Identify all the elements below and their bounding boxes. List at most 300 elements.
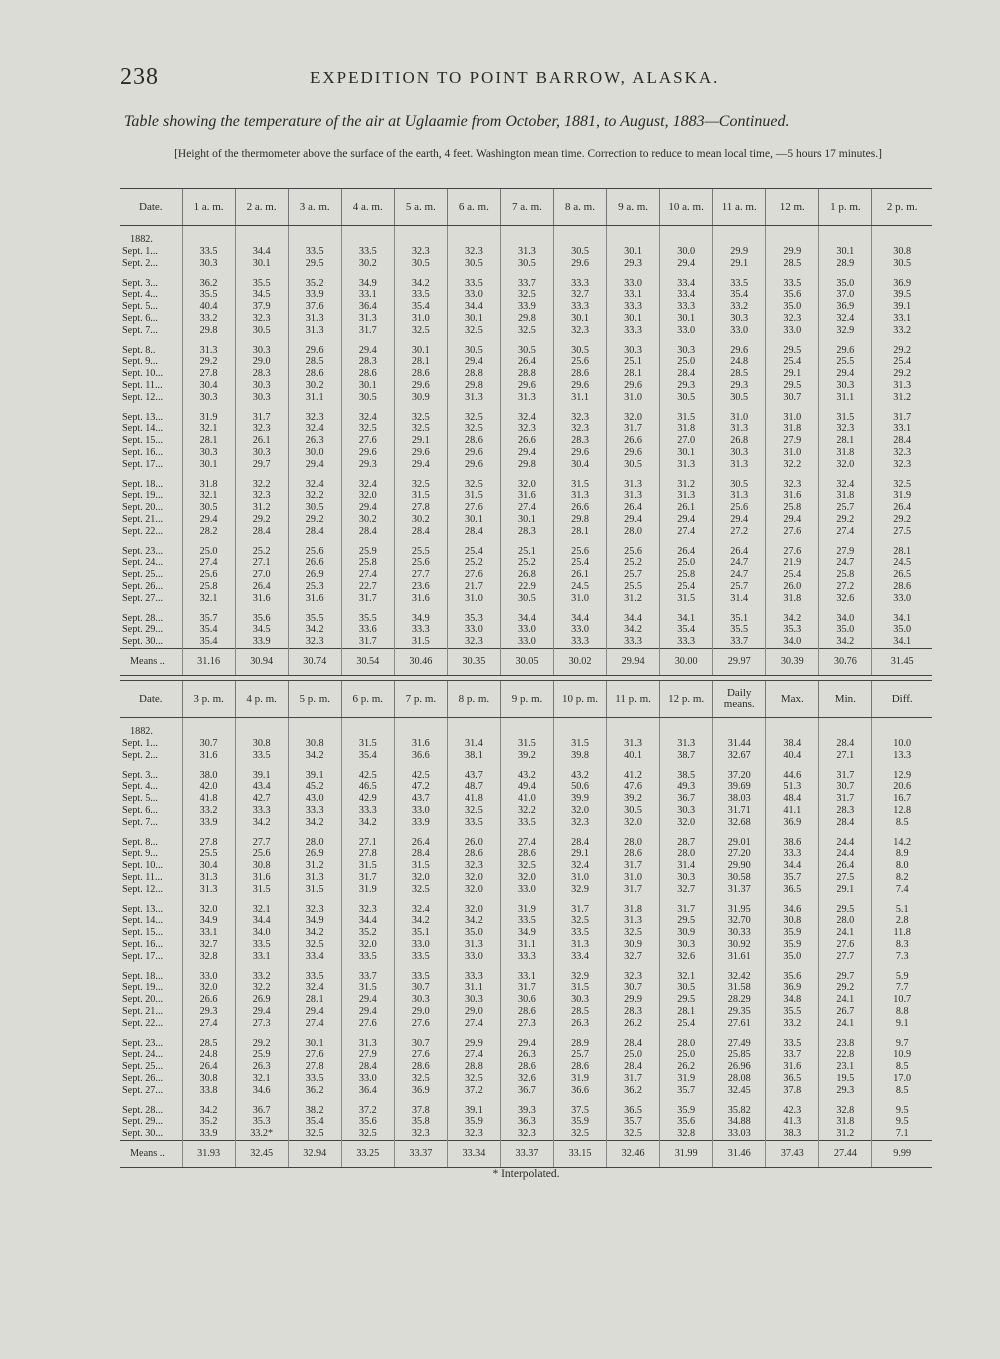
temperature-table-am (120, 188, 932, 676)
table-row (120, 557, 932, 569)
date-cell: Sept. 12... (122, 391, 164, 403)
means-value: 30.94 (235, 648, 288, 675)
value-cell: 31.3 (607, 915, 660, 927)
value-cell: 30.5 (554, 246, 607, 258)
value-cell: 29.3 (713, 380, 766, 392)
table-row (120, 636, 932, 648)
value-cell: 30.3 (660, 345, 713, 357)
column-header: 1 a. m. (182, 189, 235, 226)
date-cell: Sept. 7... (122, 324, 158, 336)
value-cell: 29.2 (235, 1038, 288, 1050)
value-cell: 32.4 (500, 412, 553, 424)
value-cell: 32.3 (447, 1128, 500, 1140)
value-cell: 34.2 (819, 636, 872, 648)
value-cell: 10.9 (872, 1049, 932, 1061)
value-cell: 29.4 (819, 368, 872, 380)
value-cell: 30.2 (341, 258, 394, 270)
table-row (120, 581, 932, 593)
value-cell: 35.2 (341, 927, 394, 939)
value-cell: 28.08 (713, 1073, 766, 1085)
empty-cell (394, 605, 447, 613)
column-header: 9 a. m. (607, 189, 660, 226)
value-cell: 25.0 (182, 546, 235, 558)
empty-cell (872, 829, 932, 837)
table-row (120, 459, 932, 471)
value-cell: 30.0 (660, 246, 713, 258)
value-cell: 27.8 (288, 1061, 341, 1073)
empty-cell (288, 896, 341, 904)
value-cell: 29.6 (500, 380, 553, 392)
value-cell: 28.2 (182, 526, 235, 538)
value-cell: 29.6 (554, 380, 607, 392)
value-cell: 33.5 (341, 951, 394, 963)
value-cell: 37.0 (819, 289, 872, 301)
table-row (120, 546, 932, 558)
value-cell: 14.2 (872, 837, 932, 849)
empty-cell (819, 718, 872, 739)
value-cell: 26.3 (554, 1018, 607, 1030)
value-cell: 27.9 (819, 546, 872, 558)
value-cell: 36.9 (766, 817, 819, 829)
empty-cell (554, 762, 607, 770)
value-cell: 28.0 (660, 848, 713, 860)
value-cell: 7.3 (872, 951, 932, 963)
value-cell: 31.3 (713, 423, 766, 435)
empty-cell (235, 1030, 288, 1038)
empty-cell (819, 226, 872, 247)
value-cell: 34.0 (235, 927, 288, 939)
value-cell: 25.2 (235, 546, 288, 558)
value-cell: 30.9 (394, 392, 447, 404)
value-cell: 30.3 (235, 345, 288, 357)
empty-cell (182, 605, 235, 613)
column-header: 9 p. m. (500, 681, 553, 718)
value-cell: 33.1 (872, 423, 932, 435)
value-cell: 33.0 (341, 1073, 394, 1085)
value-cell: 28.5 (288, 356, 341, 368)
value-cell: 31.9 (872, 490, 932, 502)
value-cell: 25.7 (554, 1049, 607, 1061)
empty-cell (235, 226, 288, 247)
group-spacer (120, 829, 932, 837)
value-cell: 34.0 (819, 613, 872, 625)
date-cell: Sept. 16... (122, 446, 164, 458)
value-cell: 30.1 (660, 313, 713, 325)
value-cell: 33.5 (341, 246, 394, 258)
value-cell: 29.8 (182, 325, 235, 337)
value-cell: 32.68 (713, 817, 766, 829)
value-cell: 29.3 (819, 1085, 872, 1097)
value-cell: 38.4 (766, 738, 819, 750)
value-cell: 34.0 (766, 636, 819, 648)
empty-cell (554, 963, 607, 971)
value-cell: 26.4 (500, 356, 553, 368)
empty-cell (288, 963, 341, 971)
group-spacer (120, 1030, 932, 1038)
value-cell: 28.0 (288, 837, 341, 849)
means-value: 31.16 (182, 648, 235, 675)
empty-cell (500, 896, 553, 904)
empty-cell (660, 1030, 713, 1038)
value-cell: 31.3 (500, 246, 553, 258)
value-cell: 33.2 (182, 805, 235, 817)
value-cell: 27.9 (766, 435, 819, 447)
value-cell: 28.5 (713, 368, 766, 380)
value-cell: 30.2 (288, 380, 341, 392)
value-cell: 32.3 (554, 423, 607, 435)
value-cell: 39.1 (447, 1105, 500, 1117)
means-value: 30.76 (819, 648, 872, 675)
value-cell: 25.85 (713, 1049, 766, 1061)
value-cell: 29.4 (500, 1038, 553, 1050)
value-cell: 36.5 (607, 1105, 660, 1117)
value-cell: 33.9 (182, 817, 235, 829)
table-row (120, 613, 932, 625)
empty-cell (607, 1097, 660, 1105)
empty-cell (341, 829, 394, 837)
value-cell: 32.5 (447, 1073, 500, 1085)
empty-cell (235, 829, 288, 837)
column-header: 11 a. m. (713, 189, 766, 226)
value-cell: 32.5 (288, 1128, 341, 1140)
value-cell: 34.4 (554, 613, 607, 625)
empty-cell (713, 896, 766, 904)
empty-cell (235, 471, 288, 479)
value-cell: 41.3 (766, 1116, 819, 1128)
value-cell: 29.9 (447, 1038, 500, 1050)
value-cell: 36.6 (554, 1085, 607, 1097)
empty-cell (394, 762, 447, 770)
empty-cell (554, 270, 607, 278)
value-cell: 28.4 (872, 435, 932, 447)
value-cell: 26.2 (607, 1018, 660, 1030)
value-cell: 31.3 (607, 490, 660, 502)
empty-cell (713, 762, 766, 770)
empty-cell (394, 1030, 447, 1038)
empty-cell (341, 1097, 394, 1105)
value-cell: 27.6 (394, 1049, 447, 1061)
value-cell: 34.2 (182, 1105, 235, 1117)
value-cell: 30.4 (554, 459, 607, 471)
value-cell: 30.5 (554, 345, 607, 357)
column-header: 4 p. m. (235, 681, 288, 718)
value-cell: 31.61 (713, 951, 766, 963)
group-spacer (120, 471, 932, 479)
value-cell: 33.0 (500, 624, 553, 636)
value-cell: 32.0 (341, 939, 394, 951)
column-header: 7 a. m. (500, 189, 553, 226)
means-value: 33.37 (394, 1140, 447, 1167)
column-header: 3 p. m. (182, 681, 235, 718)
value-cell: 33.0 (872, 593, 932, 605)
value-cell: 25.4 (447, 546, 500, 558)
table-row (120, 423, 932, 435)
date-cell: Sept. 13... (122, 411, 164, 423)
value-cell: 31.1 (554, 392, 607, 404)
value-cell: 35.5 (713, 624, 766, 636)
value-cell: 26.4 (607, 502, 660, 514)
value-cell: 31.3 (500, 392, 553, 404)
column-header: Min. (819, 681, 872, 718)
value-cell: 29.4 (341, 502, 394, 514)
value-cell: 32.0 (607, 817, 660, 829)
table-row (120, 1038, 932, 1050)
empty-cell (713, 538, 766, 546)
table-row (120, 435, 932, 447)
value-cell: 28.0 (607, 837, 660, 849)
value-cell: 29.6 (341, 447, 394, 459)
empty-cell (660, 226, 713, 247)
means-value: 29.97 (713, 648, 766, 675)
value-cell: 25.2 (607, 557, 660, 569)
value-cell: 33.3 (660, 636, 713, 648)
value-cell: 29.4 (766, 514, 819, 526)
value-cell: 26.4 (182, 1061, 235, 1073)
empty-cell (341, 1030, 394, 1038)
value-cell: 40.1 (607, 750, 660, 762)
value-cell: 27.6 (766, 546, 819, 558)
value-cell: 30.3 (235, 447, 288, 459)
value-cell: 41.1 (766, 805, 819, 817)
value-cell: 28.4 (394, 526, 447, 538)
value-cell: 31.5 (554, 479, 607, 491)
value-cell: 26.4 (819, 860, 872, 872)
value-cell: 31.3 (660, 490, 713, 502)
year-label: 1882. (130, 234, 153, 246)
value-cell: 28.8 (447, 368, 500, 380)
value-cell: 33.3 (766, 848, 819, 860)
value-cell: 36.9 (766, 982, 819, 994)
value-cell: 31.7 (341, 872, 394, 884)
value-cell: 37.2 (341, 1105, 394, 1117)
value-cell: 32.3 (766, 313, 819, 325)
empty-cell (766, 829, 819, 837)
column-header: 5 p. m. (288, 681, 341, 718)
value-cell: 11.8 (872, 927, 932, 939)
value-cell: 29.4 (500, 447, 553, 459)
value-cell: 30.9 (607, 939, 660, 951)
date-cell: Sept. 8.. (122, 344, 156, 356)
table-row (120, 1105, 932, 1117)
value-cell: 32.9 (554, 884, 607, 896)
value-cell: 20.6 (872, 781, 932, 793)
means-value: 30.02 (554, 648, 607, 675)
value-cell: 40.4 (182, 301, 235, 313)
value-cell: 34.6 (766, 904, 819, 916)
date-cell: Sept. 25... (122, 1061, 164, 1073)
value-cell: 31.0 (766, 412, 819, 424)
value-cell: 29.6 (394, 380, 447, 392)
value-cell: 22.9 (500, 581, 553, 593)
value-cell: 30.5 (713, 392, 766, 404)
column-header: 10 p. m. (554, 681, 607, 718)
empty-cell (235, 605, 288, 613)
empty-cell (447, 896, 500, 904)
value-cell: 35.4 (341, 750, 394, 762)
value-cell: 24.1 (819, 927, 872, 939)
value-cell: 31.8 (607, 904, 660, 916)
empty-cell (447, 1097, 500, 1105)
value-cell: 31.3 (288, 313, 341, 325)
value-cell: 28.5 (554, 1006, 607, 1018)
value-cell: 36.7 (235, 1105, 288, 1117)
value-cell: 36.6 (394, 750, 447, 762)
empty-cell (182, 226, 235, 247)
value-cell: 25.0 (660, 557, 713, 569)
value-cell: 32.45 (713, 1085, 766, 1097)
value-cell: 29.2 (872, 514, 932, 526)
value-cell: 32.1 (182, 423, 235, 435)
value-cell: 33.5 (500, 915, 553, 927)
value-cell: 30.5 (288, 502, 341, 514)
value-cell: 47.6 (607, 781, 660, 793)
value-cell: 35.4 (394, 301, 447, 313)
value-cell: 30.7 (607, 982, 660, 994)
value-cell: 35.6 (660, 1116, 713, 1128)
value-cell: 32.3 (235, 313, 288, 325)
value-cell: 24.5 (872, 557, 932, 569)
value-cell: 29.5 (288, 258, 341, 270)
value-cell: 33.3 (554, 301, 607, 313)
date-cell: Sept. 13... (122, 903, 164, 915)
value-cell: 33.9 (500, 301, 553, 313)
date-cell: Sept. 10... (122, 860, 164, 872)
value-cell: 30.5 (500, 593, 553, 605)
value-cell: 34.2 (288, 927, 341, 939)
value-cell: 26.4 (660, 546, 713, 558)
value-cell: 26.5 (872, 569, 932, 581)
value-cell: 29.4 (394, 459, 447, 471)
empty-cell (182, 471, 235, 479)
value-cell: 28.4 (554, 837, 607, 849)
means-label: Means .. (120, 1140, 182, 1167)
empty-cell (713, 404, 766, 412)
value-cell: 26.4 (235, 581, 288, 593)
empty-cell (235, 337, 288, 345)
empty-cell (341, 762, 394, 770)
value-cell: 27.3 (235, 1018, 288, 1030)
value-cell: 48.7 (447, 781, 500, 793)
empty-cell (120, 538, 182, 546)
value-cell: 28.3 (819, 805, 872, 817)
value-cell: 28.1 (554, 526, 607, 538)
empty-cell (394, 718, 447, 739)
value-cell: 24.4 (819, 837, 872, 849)
value-cell: 26.6 (288, 557, 341, 569)
value-cell: 24.7 (713, 557, 766, 569)
value-cell: 32.5 (394, 479, 447, 491)
table-row (120, 1073, 932, 1085)
value-cell: 28.1 (288, 994, 341, 1006)
table-row (120, 1061, 932, 1073)
empty-cell (766, 471, 819, 479)
value-cell: 33.3 (341, 805, 394, 817)
empty-cell (607, 226, 660, 247)
date-cell: Sept. 21... (122, 1005, 164, 1017)
means-value: 9.99 (872, 1140, 932, 1167)
means-value: 30.54 (341, 648, 394, 675)
value-cell: 28.1 (819, 435, 872, 447)
empty-cell (554, 471, 607, 479)
value-cell: 32.3 (235, 423, 288, 435)
value-cell: 32.3 (872, 447, 932, 459)
value-cell: 31.9 (182, 412, 235, 424)
value-cell: 33.5 (447, 278, 500, 290)
value-cell: 34.2 (394, 278, 447, 290)
value-cell: 31.4 (713, 593, 766, 605)
table-row (120, 526, 932, 538)
value-cell: 32.4 (819, 313, 872, 325)
value-cell: 8.0 (872, 860, 932, 872)
value-cell: 28.6 (500, 1061, 553, 1073)
table-row (120, 301, 932, 313)
value-cell: 30.3 (182, 392, 235, 404)
value-cell: 9.5 (872, 1116, 932, 1128)
table-row (120, 884, 932, 896)
value-cell: 36.2 (607, 1085, 660, 1097)
value-cell: 31.9 (554, 1073, 607, 1085)
value-cell: 28.6 (394, 1061, 447, 1073)
value-cell: 24.8 (182, 1049, 235, 1061)
empty-cell (394, 404, 447, 412)
value-cell: 29.5 (766, 380, 819, 392)
table-row (120, 490, 932, 502)
value-cell: 27.7 (235, 837, 288, 849)
empty-cell (660, 829, 713, 837)
value-cell: 31.7 (500, 982, 553, 994)
value-cell: 31.2 (819, 1128, 872, 1140)
value-cell: 31.4 (447, 738, 500, 750)
value-cell: 31.7 (235, 412, 288, 424)
table-row (120, 939, 932, 951)
value-cell: 34.1 (872, 613, 932, 625)
table-row (120, 514, 932, 526)
value-cell: 27.4 (660, 526, 713, 538)
value-cell: 27.4 (500, 502, 553, 514)
value-cell: 29.8 (447, 380, 500, 392)
value-cell: 35.0 (766, 951, 819, 963)
table-row (120, 872, 932, 884)
value-cell: 30.1 (394, 345, 447, 357)
value-cell: 30.3 (713, 313, 766, 325)
value-cell: 36.5 (766, 1073, 819, 1085)
value-cell: 31.8 (819, 1116, 872, 1128)
empty-cell (872, 762, 932, 770)
value-cell: 31.3 (182, 345, 235, 357)
value-cell: 30.3 (182, 258, 235, 270)
value-cell: 31.7 (341, 593, 394, 605)
value-cell: 31.5 (341, 738, 394, 750)
value-cell: 28.0 (660, 1038, 713, 1050)
value-cell: 25.3 (288, 581, 341, 593)
value-cell: 32.4 (288, 982, 341, 994)
value-cell: 29.2 (819, 982, 872, 994)
value-cell: 34.2 (288, 750, 341, 762)
empty-cell (660, 1097, 713, 1105)
value-cell: 29.4 (341, 345, 394, 357)
empty-cell (554, 1097, 607, 1105)
value-cell: 27.20 (713, 848, 766, 860)
value-cell: 29.1 (713, 258, 766, 270)
value-cell: 32.5 (394, 412, 447, 424)
value-cell: 31.3 (872, 380, 932, 392)
date-cell: Sept. 25... (122, 569, 164, 581)
column-header: 1 p. m. (819, 189, 872, 226)
value-cell: 34.2 (766, 613, 819, 625)
empty-cell (766, 337, 819, 345)
value-cell: 33.9 (394, 817, 447, 829)
value-cell: 33.5 (394, 951, 447, 963)
